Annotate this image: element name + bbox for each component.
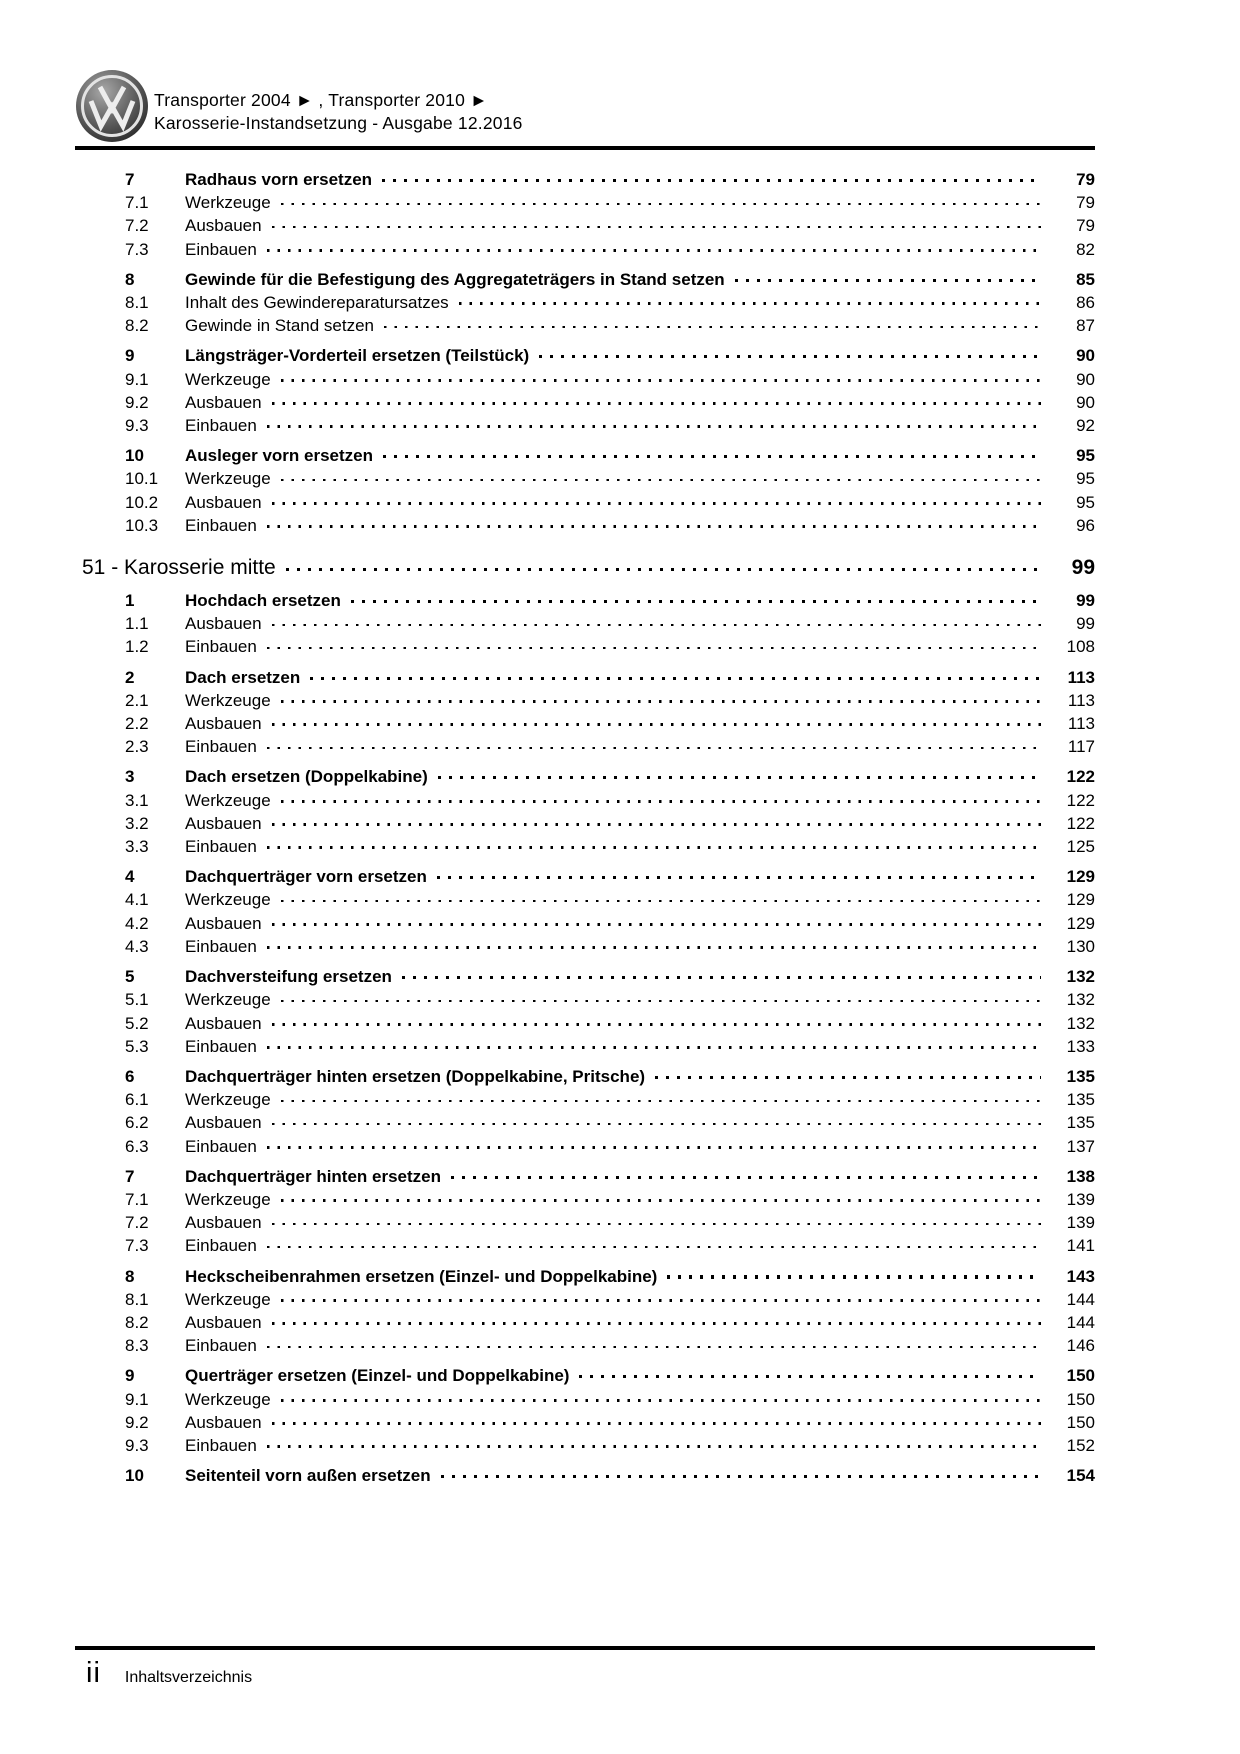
toc-entry-number: 8.1 (125, 293, 149, 313)
toc-entry (75, 1211, 1095, 1234)
toc-entry (75, 368, 1095, 391)
toc-page-number: 99 (1076, 591, 1095, 611)
toc-entry-title: Gewinde in Stand setzen (185, 316, 375, 336)
toc-entry-title: Werkzeuge (185, 890, 271, 910)
toc-entry-title: Dach ersetzen (Doppelkabine) (185, 767, 428, 787)
toc-entry-title: Ausbauen (185, 714, 262, 734)
toc-entry-title: Werkzeuge (185, 1189, 271, 1209)
toc-entry (75, 514, 1095, 537)
toc-entry (75, 888, 1095, 911)
toc-entry-title: Werkzeuge (185, 469, 271, 489)
toc-entry (75, 1188, 1095, 1211)
toc-page-number: 143 (1066, 1266, 1095, 1286)
toc-entry-number: 8.2 (125, 1312, 149, 1332)
toc-entry-title: Einbauen (185, 1036, 257, 1056)
toc-entry-number: 10.3 (125, 515, 159, 535)
toc-entry (75, 1364, 1095, 1387)
toc-entry-number: 9.3 (125, 416, 149, 436)
toc-entry-number: 5.2 (125, 1013, 149, 1033)
toc-page-number: 130 (1066, 936, 1095, 956)
toc-entry-number: 3.1 (125, 790, 149, 810)
toc-chapter-label: 51 - Karosserie mitte (82, 556, 276, 580)
toc-page-number: 87 (1076, 316, 1095, 336)
toc-entry-title: Einbauen (185, 737, 257, 757)
toc-entry (75, 214, 1095, 237)
toc-page-number: 79 (1076, 193, 1095, 213)
toc-entry-number: 1.2 (125, 637, 149, 657)
toc-page-number: 90 (1076, 392, 1095, 412)
toc-entry-title: Einbauen (185, 1236, 257, 1256)
toc-entry-title: Ausbauen (185, 392, 262, 412)
toc-entry (75, 1111, 1095, 1134)
toc-entry-title: Inhalt des Gewindereparatursatzes (185, 293, 449, 313)
vw-logo-icon (73, 68, 151, 144)
toc-page-number: 146 (1066, 1336, 1095, 1356)
toc-entry-title: Ausbauen (185, 1213, 262, 1233)
toc-page-number: 108 (1066, 637, 1095, 657)
toc-entry-title: Querträger ersetzen (Einzel- und Doppelkabine) (185, 1366, 570, 1386)
toc-page-number: 122 (1066, 767, 1095, 787)
header-divider (75, 146, 1095, 150)
header-text-block (154, 68, 523, 135)
toc-page-number: 122 (1066, 813, 1095, 833)
toc-entry (75, 444, 1095, 467)
toc-page-number: 150 (1066, 1366, 1095, 1386)
toc-entry-number: 7.2 (125, 1213, 149, 1233)
toc-entry (75, 865, 1095, 888)
toc-page-number: 154 (1066, 1466, 1095, 1486)
toc-entry-title: Ausbauen (185, 1013, 262, 1033)
toc-page-number: 99 (1071, 556, 1095, 580)
toc-entry (75, 1234, 1095, 1257)
toc-entry (75, 1012, 1095, 1035)
toc-entry (75, 689, 1095, 712)
toc-entry (75, 168, 1095, 191)
toc-entry-title: Werkzeuge (185, 369, 271, 389)
toc-entry-number: 10 (125, 1466, 144, 1486)
toc-entry-number: 6.2 (125, 1113, 149, 1133)
toc-entry-number: 7.1 (125, 1189, 149, 1209)
toc-entry (75, 765, 1095, 788)
toc-entry (75, 965, 1095, 988)
toc-entry (75, 1434, 1095, 1457)
toc-entry-title: Einbauen (185, 936, 257, 956)
toc-entry (75, 635, 1095, 658)
toc-entry (75, 191, 1095, 214)
toc-entry-title: Einbauen (185, 637, 257, 657)
toc-page-number: 79 (1076, 170, 1095, 189)
toc-entry-title: Werkzeuge (185, 990, 271, 1010)
toc-page-number: 132 (1066, 990, 1095, 1010)
toc-entry (75, 1065, 1095, 1088)
toc-entry (75, 414, 1095, 437)
toc-entry-number: 9.2 (125, 392, 149, 412)
toc-page-number: 152 (1066, 1435, 1095, 1455)
toc-entry-title: Ausbauen (185, 913, 262, 933)
toc-entry-number: 6.1 (125, 1090, 149, 1110)
toc-page-number: 129 (1066, 867, 1095, 887)
toc-entry-number: 1 (125, 591, 135, 611)
toc-entry-number: 6.3 (125, 1136, 149, 1156)
toc-entry-title: Heckscheibenrahmen ersetzen (Einzel- und Doppelkabine) (185, 1266, 658, 1286)
toc-entry-number: 2.2 (125, 714, 149, 734)
toc-entry-number: 1.1 (125, 614, 149, 634)
toc-entry-number: 4.1 (125, 890, 149, 910)
header-model-line: Transporter 2004 ► , Transporter 2010 ► (154, 90, 488, 110)
toc-page-number: 117 (1067, 737, 1095, 757)
toc-entry-number: 5.1 (125, 990, 149, 1010)
toc-entry (75, 812, 1095, 835)
toc-entry (75, 467, 1095, 490)
toc-entry-title: Hochdach ersetzen (185, 591, 341, 611)
toc-chapter-heading (75, 553, 1095, 582)
toc-entry-number: 8 (125, 269, 135, 289)
toc-entry-title: Werkzeuge (185, 1389, 271, 1409)
toc-page-number: 150 (1066, 1412, 1095, 1432)
toc-page-number: 95 (1076, 446, 1095, 466)
toc-page-number: 129 (1066, 890, 1095, 910)
toc-entry (75, 612, 1095, 635)
toc-entry (75, 491, 1095, 514)
toc-entry-number: 6 (125, 1066, 135, 1086)
toc-page-number: 125 (1066, 837, 1095, 857)
toc-entry-number: 4.2 (125, 913, 149, 933)
toc-entry-title: Einbauen (185, 416, 257, 436)
toc-page-number: 139 (1066, 1213, 1095, 1233)
table-of-contents (75, 161, 1095, 1487)
toc-entry-title: Gewinde für die Befestigung des Aggregateträgers in Stand setzen (185, 269, 725, 289)
toc-page-number: 113 (1067, 714, 1095, 734)
header-edition-line: Karosserie-Instandsetzung - Ausgabe 12.2016 (154, 113, 523, 133)
toc-entry-number: 7.1 (125, 193, 149, 213)
toc-page-number: 96 (1076, 515, 1095, 535)
toc-entry-title: Einbauen (185, 837, 257, 857)
toc-page-number: 79 (1076, 216, 1095, 236)
toc-page-number: 137 (1066, 1136, 1095, 1156)
toc-entry (75, 1464, 1095, 1487)
toc-page-number: 135 (1066, 1113, 1095, 1133)
toc-page-number: 132 (1066, 1013, 1095, 1033)
toc-page-number: 122 (1066, 790, 1095, 810)
toc-entry-number: 7 (125, 170, 135, 189)
toc-page-number: 144 (1066, 1312, 1095, 1332)
page-number: ii (86, 1657, 101, 1689)
toc-entry-number: 4.3 (125, 936, 149, 956)
toc-entry-number: 9.2 (125, 1412, 149, 1432)
toc-entry-number: 8 (125, 1266, 135, 1286)
toc-page-number: 92 (1076, 416, 1095, 436)
toc-entry-title: Werkzeuge (185, 790, 271, 810)
toc-entry-number: 3.3 (125, 837, 149, 857)
toc-page-number: 86 (1076, 293, 1095, 313)
toc-entry-title: Dachversteifung ersetzen (185, 967, 392, 987)
toc-entry-title: Ausbauen (185, 216, 262, 236)
toc-entry-number: 7.2 (125, 216, 149, 236)
toc-entry-title: Ausleger vorn ersetzen (185, 446, 374, 466)
toc-entry-number: 3.2 (125, 813, 149, 833)
toc-entry (75, 912, 1095, 935)
toc-entry (75, 314, 1095, 337)
toc-entry-number: 3 (125, 767, 135, 787)
toc-entry (75, 391, 1095, 414)
toc-entry-number: 10.1 (125, 469, 159, 489)
toc-entry-title: Ausbauen (185, 614, 262, 634)
toc-page-number: 99 (1076, 614, 1095, 634)
toc-entry-number: 10 (125, 446, 144, 466)
toc-entry-title: Dachquerträger hinten ersetzen (Doppelkabine, Pritsche) (185, 1066, 646, 1086)
toc-page-number: 85 (1076, 269, 1095, 289)
toc-entry (75, 789, 1095, 812)
toc-entry-number: 8.2 (125, 316, 149, 336)
toc-entry (75, 935, 1095, 958)
toc-entry (75, 712, 1095, 735)
toc-entry-number: 7 (125, 1166, 135, 1186)
toc-entry-number: 4 (125, 867, 135, 887)
toc-entry-title: Ausbauen (185, 813, 262, 833)
toc-entry (75, 268, 1095, 291)
toc-entry-title: Einbauen (185, 239, 257, 259)
toc-page-number: 113 (1067, 690, 1095, 710)
page-footer (86, 1656, 252, 1690)
toc-page-number: 141 (1066, 1236, 1095, 1256)
toc-entry (75, 835, 1095, 858)
toc-entry-title: Einbauen (185, 515, 257, 535)
toc-entry (75, 344, 1095, 367)
toc-entry-number: 10.2 (125, 492, 159, 512)
toc-entry-title: Längsträger-Vorderteil ersetzen (Teilstück) (185, 346, 530, 366)
toc-entry-title: Werkzeuge (185, 690, 271, 710)
toc-entry (75, 666, 1095, 689)
toc-entry-title: Ausbauen (185, 1412, 262, 1432)
toc-page-number: 144 (1066, 1289, 1095, 1309)
toc-entry-title: Ausbauen (185, 1312, 262, 1332)
footer-divider (75, 1646, 1095, 1650)
toc-entry (75, 1311, 1095, 1334)
toc-entry (75, 589, 1095, 612)
toc-entry (75, 1334, 1095, 1357)
toc-entry-title: Ausbauen (185, 1113, 262, 1133)
toc-entry-number: 8.1 (125, 1289, 149, 1309)
toc-page-number: 133 (1066, 1036, 1095, 1056)
toc-page-number: 82 (1076, 239, 1095, 259)
toc-entry (75, 1411, 1095, 1434)
toc-entry (75, 1165, 1095, 1188)
toc-page-number: 95 (1076, 469, 1095, 489)
toc-entry-title: Einbauen (185, 1336, 257, 1356)
toc-entry-title: Seitenteil vorn außen ersetzen (185, 1466, 431, 1486)
toc-page-number: 132 (1066, 967, 1095, 987)
toc-entry-number: 9 (125, 346, 135, 366)
toc-page-number: 95 (1076, 492, 1095, 512)
toc-entry-title: Werkzeuge (185, 1090, 271, 1110)
toc-entry (75, 1088, 1095, 1111)
toc-entry-title: Radhaus vorn ersetzen (185, 170, 373, 189)
toc-entry-number: 5 (125, 967, 135, 987)
toc-entry (75, 238, 1095, 261)
toc-page-number: 135 (1066, 1066, 1095, 1086)
toc-page-number: 113 (1067, 667, 1095, 687)
toc-entry (75, 1288, 1095, 1311)
toc-entry (75, 1388, 1095, 1411)
toc-entry-number: 9.1 (125, 1389, 149, 1409)
toc-entry-title: Werkzeuge (185, 193, 271, 213)
toc-entry (75, 735, 1095, 758)
toc-entry-title: Dachquerträger vorn ersetzen (185, 867, 427, 887)
toc-entry-number: 7.3 (125, 239, 149, 259)
toc-entry-title: Einbauen (185, 1136, 257, 1156)
toc-page-number: 90 (1076, 346, 1095, 366)
toc-entry-number: 2.3 (125, 737, 149, 757)
toc-page-number: 135 (1066, 1090, 1095, 1110)
toc-entry (75, 988, 1095, 1011)
toc-entry-number: 7.3 (125, 1236, 149, 1256)
toc-entry-number: 8.3 (125, 1336, 149, 1356)
toc-entry-title: Einbauen (185, 1435, 257, 1455)
toc-entry-title: Werkzeuge (185, 1289, 271, 1309)
toc-page-number: 150 (1066, 1389, 1095, 1409)
toc-entry (75, 1035, 1095, 1058)
toc-page-number: 139 (1066, 1189, 1095, 1209)
toc-entry-title: Dachquerträger hinten ersetzen (185, 1166, 442, 1186)
toc-entry-title: Dach ersetzen (185, 667, 301, 687)
toc-entry-number: 2 (125, 667, 135, 687)
toc-entry-number: 9.3 (125, 1435, 149, 1455)
footer-section-label: Inhaltsverzeichnis (124, 1669, 253, 1686)
toc-entry (75, 1265, 1095, 1288)
toc-page-number: 129 (1066, 913, 1095, 933)
page-header (73, 68, 523, 144)
toc-entry-number: 2.1 (125, 690, 149, 710)
toc-entry-number: 5.3 (125, 1036, 149, 1056)
toc-entry-number: 9 (125, 1366, 135, 1386)
toc-entry (75, 291, 1095, 314)
toc-entry-title: Ausbauen (185, 492, 262, 512)
toc-entry-number: 9.1 (125, 369, 149, 389)
toc-page-number: 138 (1066, 1166, 1095, 1186)
toc-page-number: 90 (1076, 369, 1095, 389)
toc-entry (75, 1135, 1095, 1158)
